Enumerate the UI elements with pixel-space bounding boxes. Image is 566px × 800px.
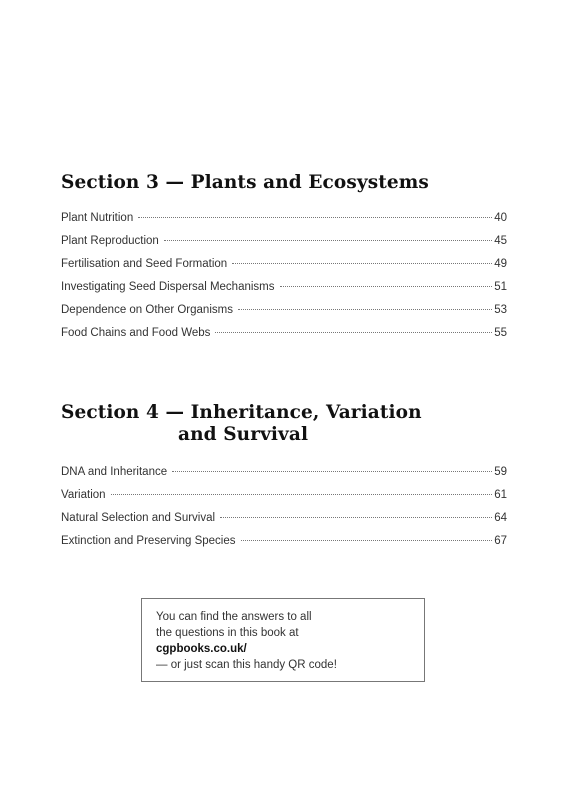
- toc-entry[interactable]: [61, 489, 507, 512]
- dot-leader: [232, 263, 492, 264]
- toc-entry-page: 55: [494, 327, 507, 339]
- answers-url-link[interactable]: cgpbooks.co.uk/: [156, 643, 247, 655]
- toc-entry-page: 59: [494, 466, 507, 478]
- toc-entry-title: Dependence on Other Organisms: [61, 304, 233, 316]
- toc-entry[interactable]: [61, 466, 507, 489]
- dot-leader: [241, 540, 493, 541]
- dot-leader: [111, 494, 493, 495]
- toc-entry-title: Variation: [61, 489, 106, 501]
- section-4: [61, 402, 507, 558]
- answers-text-line: the questions in this book at: [156, 627, 299, 639]
- toc-entry[interactable]: [61, 281, 507, 304]
- toc-entry[interactable]: [61, 512, 507, 535]
- toc-entry-title: Investigating Seed Dispersal Mechanisms: [61, 281, 275, 293]
- answers-text-line: — or just scan this handy QR code!: [156, 659, 337, 671]
- toc-entry-title: Plant Reproduction: [61, 235, 159, 247]
- toc-entry-page: 45: [494, 235, 507, 247]
- section-4-title: Section 4 — Inheritance, Variation and Survival: [61, 402, 422, 445]
- toc-entry-title: Food Chains and Food Webs: [61, 327, 211, 339]
- toc-entry[interactable]: [61, 212, 507, 235]
- dot-leader: [164, 240, 492, 241]
- toc-entry[interactable]: [61, 535, 507, 558]
- section-3-title: Section 3 — Plants and Ecosystems: [61, 172, 429, 193]
- toc-entry-title: DNA and Inheritance: [61, 466, 168, 478]
- dot-leader: [220, 517, 492, 518]
- toc-entry-page: 40: [494, 212, 507, 224]
- dot-leader: [238, 309, 492, 310]
- dot-leader: [172, 471, 492, 472]
- toc-entry[interactable]: [61, 304, 507, 327]
- toc-entry-title: Extinction and Preserving Species: [61, 535, 236, 547]
- toc-entry-page: 51: [494, 281, 507, 293]
- toc-entry[interactable]: [61, 327, 507, 350]
- section-4-contents-list: [61, 466, 507, 558]
- toc-entry-title: Fertilisation and Seed Formation: [61, 258, 228, 270]
- section-3-contents-list: [61, 212, 507, 350]
- dot-leader: [280, 286, 493, 287]
- answers-info-box: [141, 598, 425, 682]
- dot-leader: [215, 332, 492, 333]
- toc-entry-page: 49: [494, 258, 507, 270]
- answers-text-line: You can find the answers to all: [156, 611, 312, 623]
- toc-entry[interactable]: [61, 258, 507, 281]
- toc-entry-title: Plant Nutrition: [61, 212, 134, 224]
- toc-entry-page: 64: [494, 512, 507, 524]
- toc-entry-title: Natural Selection and Survival: [61, 512, 216, 524]
- section-3: [61, 172, 507, 350]
- toc-entry[interactable]: [61, 235, 507, 258]
- toc-entry-page: 53: [494, 304, 507, 316]
- toc-entry-page: 61: [494, 489, 507, 501]
- dot-leader: [138, 217, 492, 218]
- toc-entry-page: 67: [494, 535, 507, 547]
